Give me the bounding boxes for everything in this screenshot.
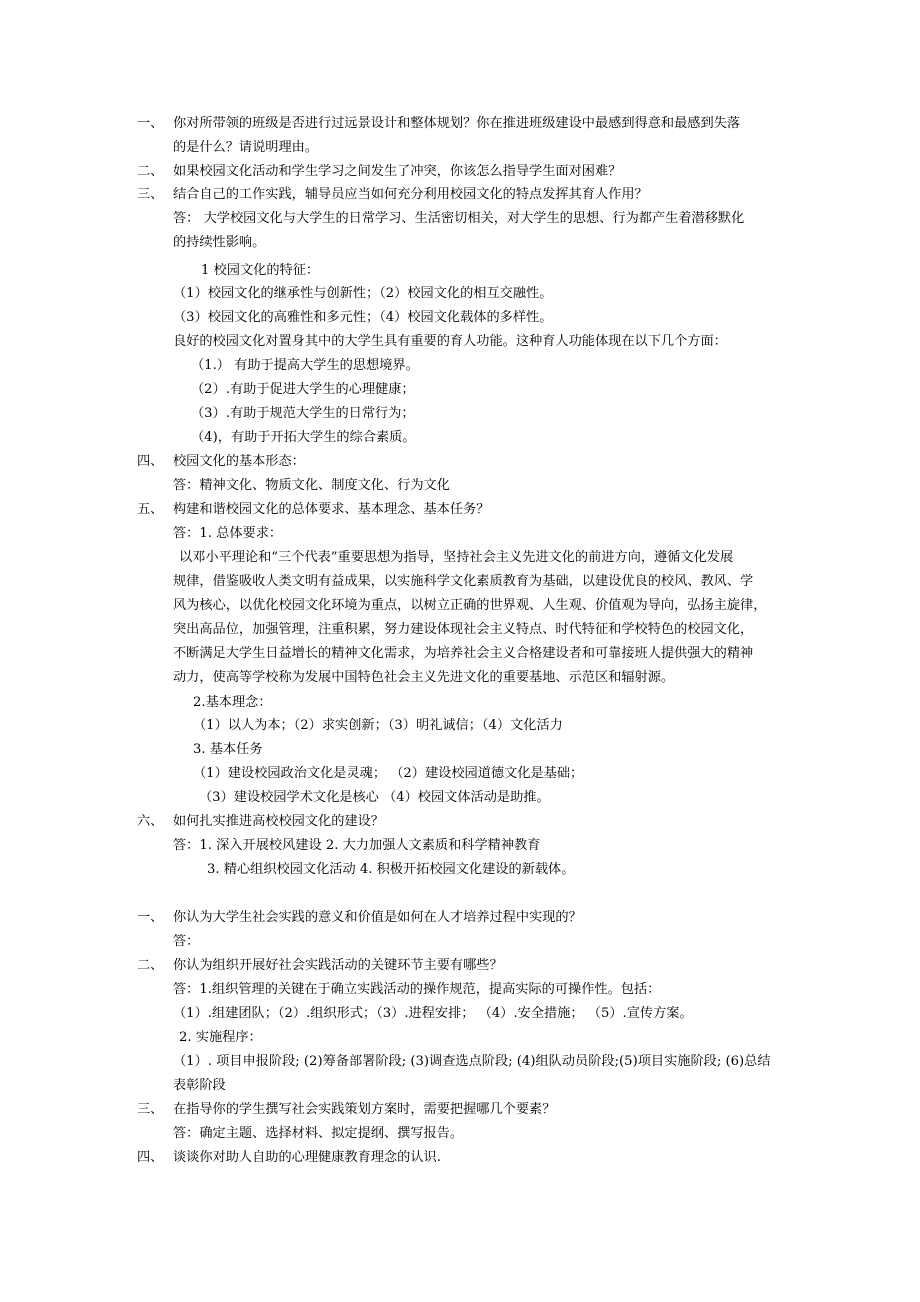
- text-line-s1-q1-b: 的是什么？请说明理由。: [173, 140, 319, 155]
- text-line-s1-q3-ans2: 的持续性影响。: [173, 235, 266, 250]
- text-line-s1-q5-ans10: 3. 基本任务: [193, 742, 263, 757]
- text-line-s2-q2-a: 你认为组织开展好社会实践活动的关键环节主要有哪些？: [173, 958, 503, 973]
- text-line-s1-q4-a: 校园文化的基本形态：: [173, 454, 305, 469]
- text-line-s2-q1-ans: 答：: [173, 934, 200, 949]
- text-line-s2-q3-ans: 答：确定主题、选择材料、拟定提纲、撰写报告。: [173, 1126, 464, 1141]
- text-line-s2-q1-a: 你认为大学生社会实践的意义和价值是如何在人才培养过程中实现的？: [173, 910, 582, 925]
- text-line-s1-q5-ans5: 突出高品位，加强管理，注重积累，努力建设体现社会主义特点、时代特征和学校特色的校园文化，: [173, 622, 754, 637]
- text-line-s1-q6-a: 如何扎实推进高校校园文化的建设？: [173, 814, 384, 829]
- text-line-s2-q4-a: 谈谈你对助人自助的心理健康教育理念的认识.: [173, 1150, 441, 1165]
- text-line-s1-q2-a: 如果校园文化活动和学生学习之间发生了冲突，你该怎么指导学生面对困难？: [173, 164, 622, 179]
- text-line-s1-q5-num: 五、: [137, 502, 164, 517]
- text-line-s2-q2-ans5: 表彰阶段: [173, 1078, 226, 1093]
- text-line-s1-q4-ans: 答：精神文化、物质文化、制度文化、行为文化: [173, 478, 450, 493]
- text-line-s1-q1-num: 一、: [137, 116, 164, 131]
- text-line-s1-q5-ans7: 动力，使高等学校称为发展中国特色社会主义先进文化的重要基地、示范区和辐射源。: [173, 670, 675, 685]
- text-line-s2-q3-num: 三、: [137, 1102, 164, 1117]
- text-line-s1-q6-ans2: 3. 精心组织校园文化活动 4. 积极开拓校园文化建设的新载体。: [207, 862, 575, 877]
- text-line-s2-q2-ans3: 2. 实施程序：: [179, 1030, 262, 1045]
- text-line-s1-q6-ans1: 答：1. 深入开展校风建设 2. 大力加强人文素质和科学精神教育: [173, 838, 541, 853]
- text-line-s1-q3-a: 结合自己的工作实践，辅导员应当如何充分利用校园文化的特点发挥其育人作用？: [173, 187, 648, 202]
- text-line-s1-q5-ans9: （1）以人为本；（2）求实创新；（3）明礼诚信；（4）文化活力: [193, 718, 563, 733]
- text-line-s1-q3-ans1: 答： 大学校园文化与大学生的日常学习、生活密切相关，对大学生的思想、行为都产生着潜移默化: [173, 211, 745, 226]
- text-line-s1-q5-ans8: 2.基本理念：: [193, 695, 272, 710]
- text-line-s1-q3-ans3: 1 校园文化的特征：: [201, 263, 320, 278]
- text-line-s1-q3-ans6: 良好的校园文化对置身其中的大学生具有重要的育人功能。这种育人功能体现在以下几个方面：: [173, 334, 727, 349]
- text-line-s2-q2-num: 二、: [137, 958, 164, 973]
- text-line-s1-q1-a: 你对所带领的班级是否进行过远景设计和整体规划？你在推进班级建设中最感到得意和最感到失落: [173, 116, 741, 131]
- text-line-s1-q3-ans9: （3）.有助于规范大学生的日常行为；: [191, 406, 415, 421]
- text-line-s1-q5-ans2: 以邓小平理论和“三个代表”重要思想为指导，坚持社会主义先进文化的前进方向，遵循文化发展: [179, 550, 734, 565]
- text-line-s2-q4-num: 四、: [137, 1150, 164, 1165]
- text-line-s1-q3-ans8: （2）.有助于促进大学生的心理健康；: [191, 382, 415, 397]
- text-line-s1-q5-ans3: 规律，借鉴吸收人类文明有益成果，以实施科学文化素质教育为基础，以建设优良的校风、教风、学: [173, 574, 754, 589]
- text-line-s1-q4-num: 四、: [137, 454, 164, 469]
- text-line-s1-q5-a: 构建和谐校园文化的总体要求、基本理念、基本任务？: [173, 502, 490, 517]
- text-line-s2-q2-ans4: （1）. 项目申报阶段; (2)筹备部署阶段; (3)调查选点阶段; (4)组队动员阶段;(5)项目实施阶段; (6)总结: [173, 1054, 771, 1069]
- text-line-s1-q3-num: 三、: [137, 187, 164, 202]
- text-line-s1-q3-ans4: （1）校园文化的继承性与创新性；（2）校园文化的相互交融性。: [173, 286, 553, 301]
- text-line-s1-q5-ans12: （3）建设校园学术文化是核心 （4）校园文体活动是助推。: [199, 790, 550, 805]
- text-line-s1-q6-num: 六、: [137, 814, 164, 829]
- text-line-s2-q3-a: 在指导你的学生撰写社会实践策划方案时，需要把握哪几个要素？: [173, 1102, 556, 1117]
- text-line-s1-q5-ans11: （1）建设校园政治文化是灵魂； （2）建设校园道德文化是基础；: [193, 766, 584, 781]
- text-line-s1-q5-ans6: 不断满足大学生日益增长的精神文化需求，为培养社会主义合格建设者和可靠接班人提供强大的精神: [173, 646, 754, 661]
- text-line-s1-q2-num: 二、: [137, 164, 164, 179]
- text-line-s1-q5-ans1: 答：1. 总体要求：: [173, 526, 283, 541]
- text-line-s1-q3-ans7: （1.） 有助于提高大学生的思想境界。: [191, 358, 419, 373]
- text-line-s1-q3-ans5: （3）校园文化的高雅性和多元性；（4）校园文化载体的多样性。: [173, 310, 553, 325]
- text-line-s2-q1-num: 一、: [137, 910, 164, 925]
- text-line-s2-q2-ans2: （1）.组建团队；（2）.组织形式；（3）.进程安排； （4）.安全措施； （5）.宣传方案。: [173, 1006, 693, 1021]
- text-line-s1-q3-ans10: （4)，有助于开拓大学生的综合素质。: [191, 430, 416, 445]
- text-line-s1-q5-ans4: 风为核心，以优化校园文化环境为重点，以树立正确的世界观、人生观、价值观为导向，弘扬主旋律，: [173, 598, 767, 613]
- text-line-s2-q2-ans1: 答：1.组织管理的关键在于确立实践活动的操作规范，提高实际的可操作性。包括：: [173, 982, 661, 997]
